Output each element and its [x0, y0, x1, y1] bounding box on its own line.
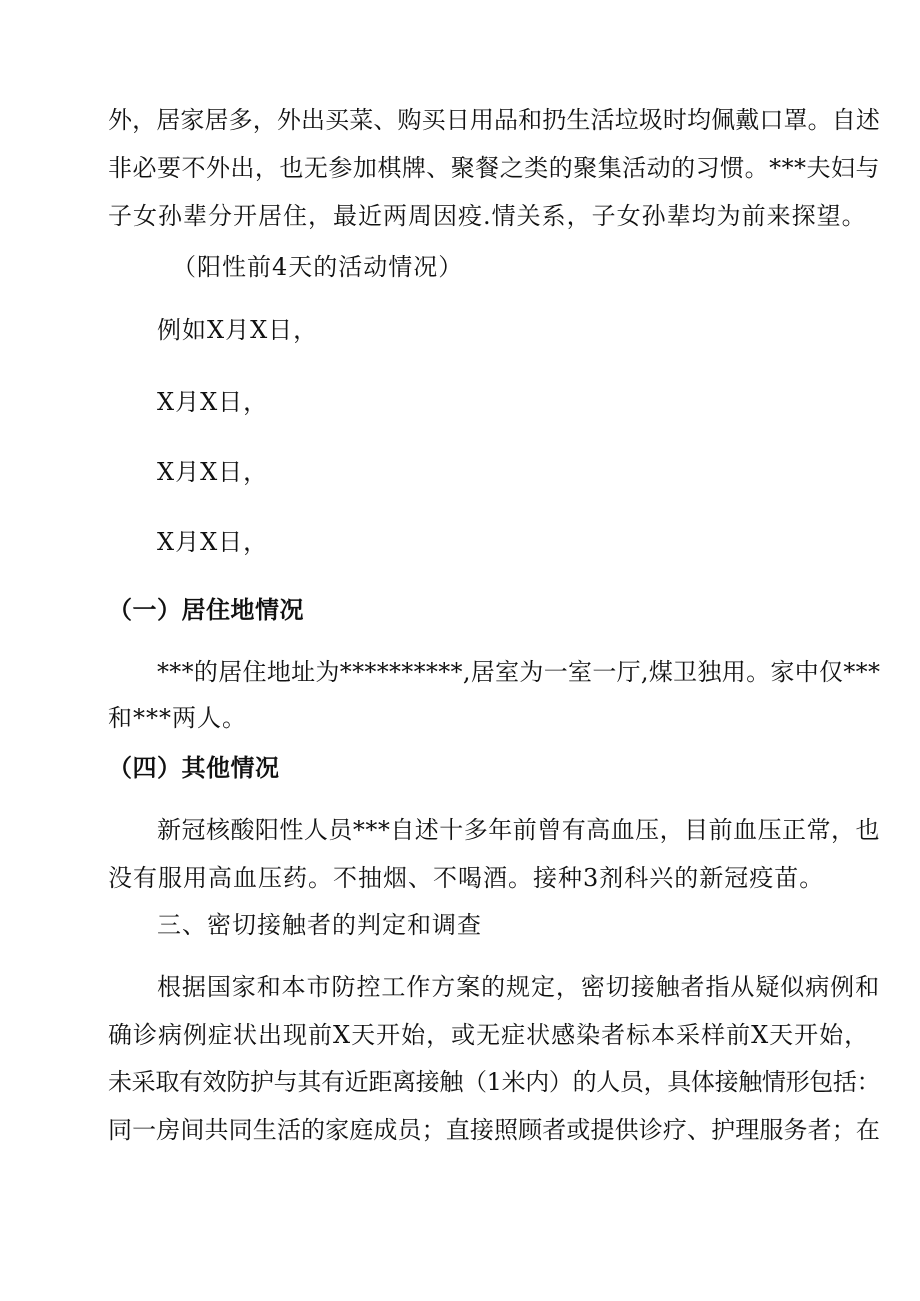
activity-note: （阳性前4天的活动情况） — [172, 253, 464, 281]
intro-line-2: 非必要不外出，也无参加棋牌、聚餐之类的聚集活动的习惯。***夫妇与 — [108, 154, 880, 182]
intro-line-3: 子女孙辈分开居住，最近两周因疫.情关系，子女孙辈均为前来探望。 — [108, 202, 867, 230]
other-line-2: 没有服用高血压药。不抽烟、不喝酒。接种3剂科兴的新冠疫苗。 — [108, 864, 825, 892]
contacts-line-4: 同一房间共同生活的家庭成员；直接照顾者或提供诊疗、护理服务者；在 — [108, 1116, 880, 1144]
contacts-line-1: 根据国家和本市防控工作方案的规定，密切接触者指从疑似病例和 — [157, 973, 880, 1001]
date-line-1: 例如X月X日， — [157, 316, 319, 344]
contacts-line-2: 确诊病例症状出现前X天开始，或无症状感染者标本采样前X天开始， — [108, 1021, 870, 1049]
contacts-line-3: 未采取有效防护与其有近距离接触（1米内）的人员，具体接触情形包括： — [108, 1068, 881, 1096]
section-heading-residence: （一）居住地情况 — [108, 595, 304, 624]
other-line-1: 新冠核酸阳性人员***自述十多年前曾有高血压，目前血压正常，也 — [157, 816, 880, 844]
section-heading-contacts: 三、密切接触者的判定和调查 — [157, 911, 482, 939]
date-line-3: X月X日， — [157, 458, 269, 486]
residence-line-1: ***的居住地址为**********,居室为一室一厅,煤卫独用。家中仅*** — [157, 658, 881, 686]
intro-line-1: 外，居家居多，外出买菜、购买日用品和扔生活垃圾时均佩戴口罩。自述 — [108, 106, 880, 134]
date-line-2: X月X日， — [157, 388, 269, 416]
date-line-4: X月X日， — [157, 528, 269, 556]
section-heading-other: （四）其他情况 — [108, 753, 280, 782]
residence-line-2: 和***两人。 — [108, 704, 247, 732]
